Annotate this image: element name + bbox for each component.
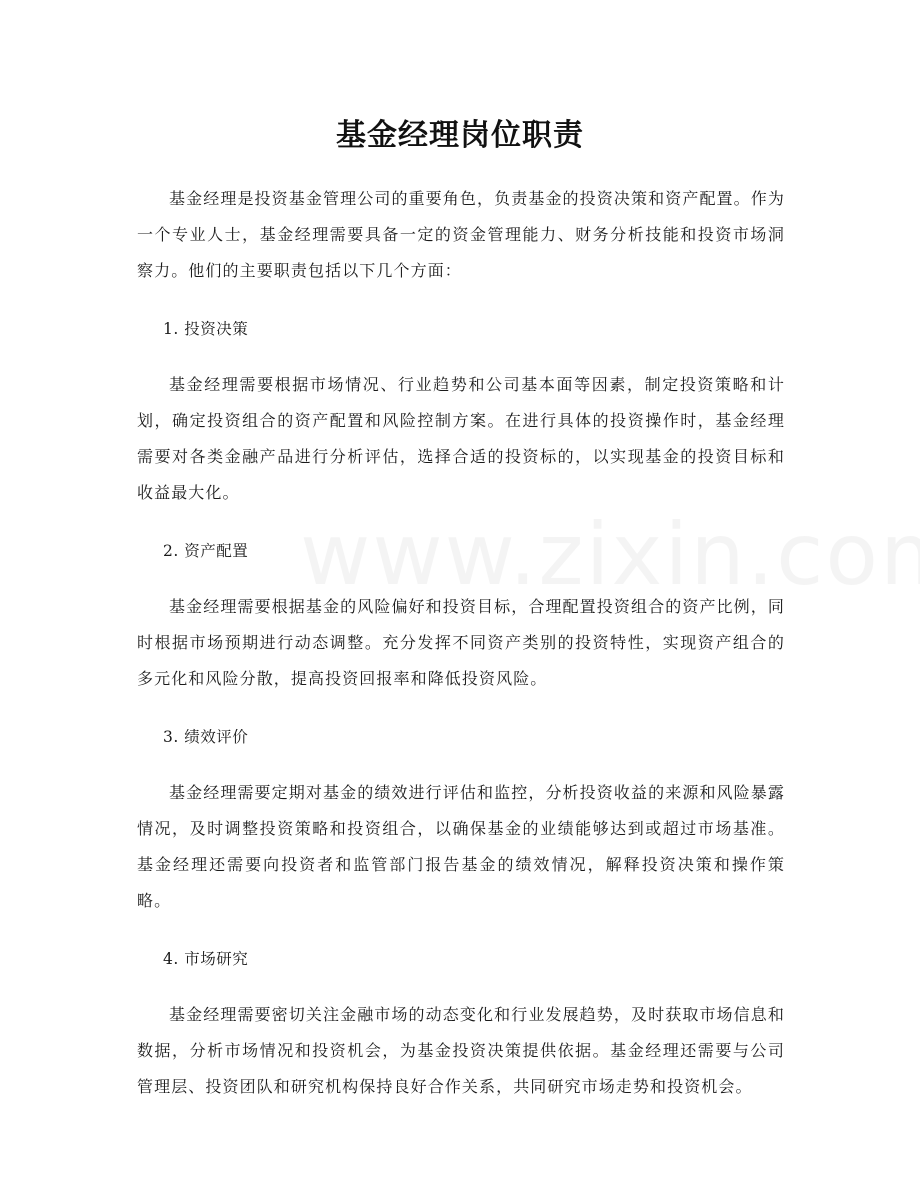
- section-asset-allocation: [137, 533, 785, 719]
- section-heading: 2. 资产配置: [163, 542, 249, 560]
- section-investment-decision: [137, 311, 785, 533]
- section-paragraph: 基金经理需要根据市场情况、行业趋势和公司基本面等因素，制定投资策略和计划，确定投资组合的资产配置和风险控制方案。在进行具体的投资操作时，基金经理需要对各类金融产品进行分析评估，选择合适的投资标的，以实现基金的投资目标和收益最大化。: [137, 375, 785, 502]
- section-paragraph: 基金经理需要根据基金的风险偏好和投资目标，合理配置投资组合的资产比例，同时根据市场预期进行动态调整。充分发挥不同资产类别的投资特性，实现资产组合的多元化和风险分散，提高投资回报率和降低投资风险。: [137, 597, 785, 688]
- section-heading: 3. 绩效评价: [163, 728, 249, 746]
- intro-paragraph: 基金经理是投资基金管理公司的重要角色，负责基金的投资决策和资产配置。作为一个专业人士，基金经理需要具备一定的资金管理能力、财务分析技能和投资市场洞察力。他们的主要职责包括以下几个方面：: [137, 189, 785, 280]
- section-market-research: [137, 941, 785, 1105]
- page-title: 基金经理岗位职责: [336, 118, 584, 153]
- section-performance-evaluation: [137, 719, 785, 941]
- document-body: [137, 181, 785, 1105]
- section-heading: 4. 市场研究: [163, 950, 249, 968]
- section-heading: 1. 投资决策: [163, 320, 249, 338]
- section-paragraph: 基金经理需要密切关注金融市场的动态变化和行业发展趋势，及时获取市场信息和数据，分析市场情况和投资机会，为基金投资决策提供依据。基金经理还需要与公司管理层、投资团队和研究机构保持良好合作关系，共同研究市场走势和投资机会。: [137, 1005, 785, 1096]
- section-paragraph: 基金经理需要定期对基金的绩效进行评估和监控，分析投资收益的来源和风险暴露情况，及时调整投资策略和投资组合，以确保基金的业绩能够达到或超过市场基准。基金经理还需要向投资者和监管部门报告基金的绩效情况，解释投资决策和操作策略。: [137, 783, 785, 910]
